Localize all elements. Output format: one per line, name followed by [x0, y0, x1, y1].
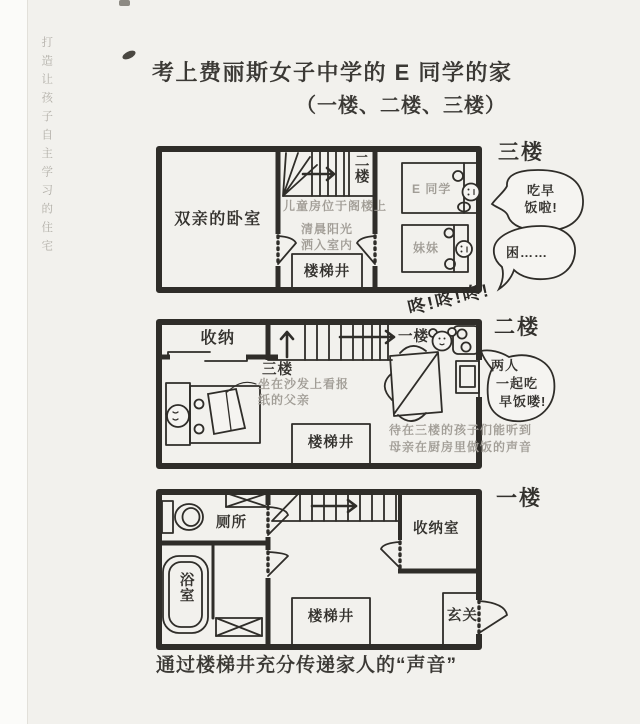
page-subtitle: （一楼、二楼、三楼） — [296, 95, 506, 117]
door-arc — [268, 507, 288, 576]
bubble-breakfast-line2: 饭啦! — [524, 200, 558, 215]
note-father-line1: 坐在沙发上看报 — [258, 377, 350, 391]
ink-mark — [119, 0, 137, 61]
sister-figure — [456, 241, 472, 257]
side-note: 打造让孩子自主学习的住宅 — [40, 36, 53, 258]
floor1-label: 一楼 — [496, 487, 542, 510]
room-label-toilet: 厕所 — [216, 515, 247, 531]
stairs-dest-label-3f: 三楼 — [262, 362, 293, 378]
storage-shelf-icon — [216, 618, 262, 636]
note-hear-line2: 母亲在厨房里做饭的声音 — [389, 440, 533, 454]
note-sunlight-line2: 洒入室内 — [301, 238, 354, 252]
arrow-to-first-floor — [340, 331, 394, 343]
stairs-dest-label-2f: 二楼 — [352, 153, 369, 184]
note-hear-line1: 待在三楼的孩子们能听到 — [389, 423, 533, 437]
bed-label-sister: 妹妹 — [413, 241, 440, 255]
room-label-entrance: 玄关 — [447, 608, 478, 624]
floor3-label: 三楼 — [498, 141, 544, 164]
stove-icon — [453, 326, 479, 354]
storage-shelf-icon — [226, 493, 268, 507]
bed-label-student-e: E 同学 — [412, 182, 452, 196]
student-e-figure — [463, 184, 480, 201]
room-label-stairwell-3f: 楼梯井 — [303, 264, 351, 280]
note-attic: 儿童房位于阁楼上 — [283, 199, 388, 213]
room-label-closet: 收纳 — [200, 330, 236, 347]
room-label-bath: 浴室 — [177, 572, 194, 603]
door-arc — [381, 542, 400, 568]
bubble-together-line3: 早饭喽! — [499, 394, 547, 409]
floor2-label: 二楼 — [494, 316, 540, 339]
father-figure — [167, 389, 245, 434]
bottom-caption: 通过楼梯井充分传递家人的“声音” — [156, 655, 458, 676]
arrow-down-stairs — [312, 500, 356, 512]
bubble-together-line2: 一起吃 — [496, 376, 539, 391]
page-title: 考上费丽斯女子中学的 E 同学的家 — [152, 60, 513, 85]
arrow-to-second-floor — [303, 168, 334, 180]
bubble-breakfast-line1: 吃早 — [526, 183, 555, 198]
note-sunlight-line1: 清晨阳光 — [301, 222, 354, 236]
toilet-icon — [162, 501, 203, 533]
room-label-storage: 收纳室 — [413, 521, 460, 537]
room-label-stairwell-1f: 楼梯井 — [307, 609, 355, 625]
note-father-line2: 纸的父亲 — [258, 393, 311, 407]
mother-figure — [429, 328, 456, 351]
bubble-sleepy-text: 困…… — [506, 245, 549, 260]
stairs-dest-label-1f: 一楼 — [398, 329, 429, 345]
stairs-icon — [268, 322, 394, 360]
sliding-door — [159, 352, 278, 361]
room-label-parents-bedroom: 双亲的卧室 — [174, 211, 262, 228]
front-door-arc — [479, 601, 507, 633]
room-label-stairwell-2f: 楼梯井 — [307, 435, 355, 451]
cooking-sound-sfx: 咚!咚!咚! — [405, 279, 493, 319]
arrow-to-third-floor — [281, 332, 293, 357]
bubble-together-line1: 两人 — [491, 358, 520, 373]
stairs-icon — [272, 492, 400, 521]
dining-table-icon — [385, 346, 442, 421]
